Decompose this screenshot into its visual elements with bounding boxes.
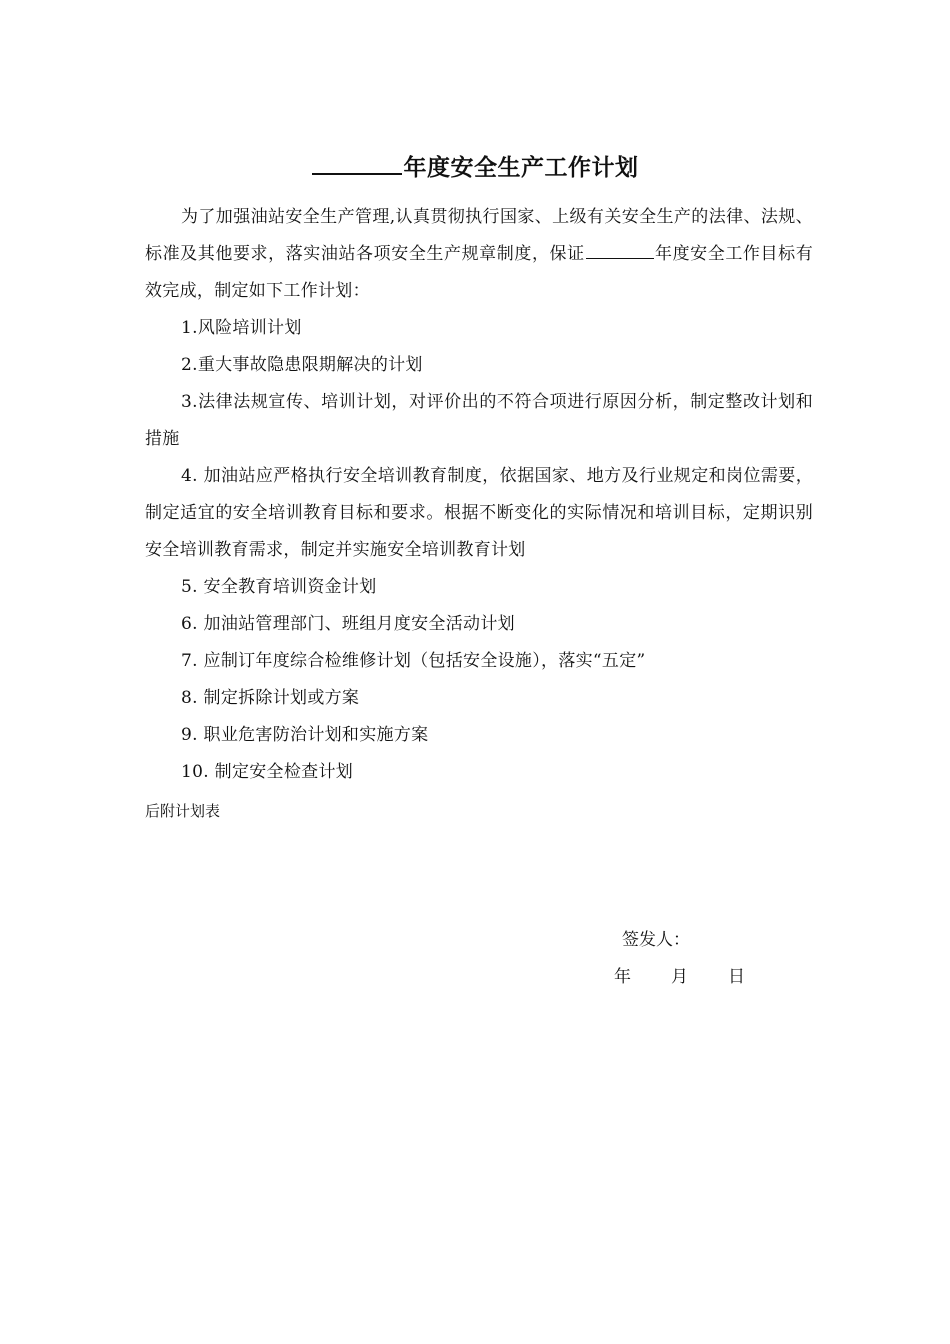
date-day-label: 日: [728, 967, 745, 987]
plan-item-2: 2.重大事故隐患限期解决的计划: [181, 355, 423, 375]
plan-item-1: 1.风险培训计划: [181, 318, 302, 338]
year-blank-inline: [586, 257, 654, 259]
plan-item-10: 10. 制定安全检查计划: [181, 762, 354, 782]
year-blank: [312, 172, 402, 175]
intro-text-part1: 为了加强油站安全生产管理,认真贯彻执行国家、上级有关安全生产的法律、法规、标准及其他要求，落实油站各项安全生产规章制度，保证: [145, 207, 813, 264]
plan-item-6: 6. 加油站管理部门、班组月度安全活动计划: [181, 614, 515, 634]
plan-item-9: 9. 职业危害防治计划和实施方案: [181, 725, 429, 745]
plan-item-8: 8. 制定拆除计划或方案: [181, 688, 360, 708]
document-body: [145, 199, 813, 791]
title-text: 年度安全生产工作计划: [403, 155, 639, 181]
plan-item-5: 5. 安全教育培训资金计划: [181, 577, 377, 597]
plan-item-7: 7. 应制订年度综合检维修计划（包括安全设施），落实“五定”: [181, 651, 646, 671]
appendix-note: 后附计划表: [145, 802, 221, 820]
date-year-label: 年: [614, 967, 631, 987]
plan-item-4: 4. 加油站应严格执行安全培训教育制度，依据国家、地方及行业规定和岗位需要，制定适宜的安全培训教育目标和要求。根据不断变化的实际情况和培训目标，定期识别安全培训教育需求，制定并实施安全培训教育计划: [145, 466, 813, 560]
intro-paragraph: [145, 199, 813, 310]
date-line: [614, 964, 745, 990]
document-title: [0, 151, 950, 185]
intro-text-part2: 年度安全工作目标有效完成，制定如下工作计划：: [145, 244, 813, 301]
plan-item-3: 3.法律法规宣传、培训计划，对评价出的不符合项进行原因分析，制定整改计划和措施: [145, 392, 813, 449]
date-month-label: 月: [671, 967, 688, 987]
signer-label: 签发人：: [622, 930, 690, 950]
